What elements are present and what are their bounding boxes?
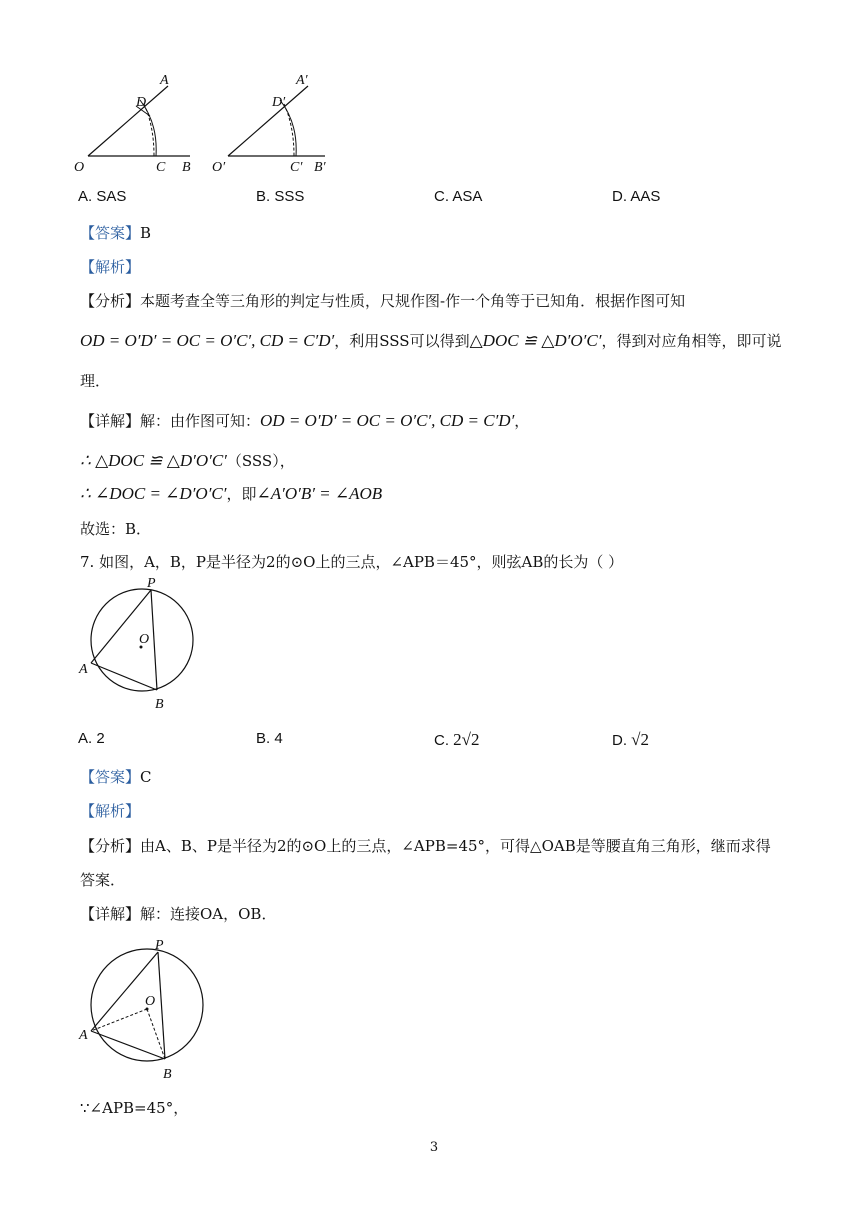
q6-left-label-O: O [74,160,85,175]
q6-step1: ∴ △DOC ≌ △D′O′C′（SSS）， [80,451,295,470]
q6-option-a: A. SAS [78,188,127,205]
q7-option-a: A. 2 [78,730,105,747]
q7-analysis-line2: 答案． [80,871,126,889]
q6-analysis-tag: 【解析】 [80,258,141,276]
q6-right-label-D: D′ [272,95,286,110]
q7-figure-detail [75,935,215,1085]
q7-analysis-line1: 【分析】由A、B、P是半径为2的⊙O上的三点，∠APB=45°，可得△OAB是等腰直角三角形，继而求得 [80,837,771,855]
q6-option-c: C. ASA [434,188,483,205]
q7-label-B: B [155,697,164,712]
q6-option-d: D. AAS [612,188,661,205]
q6-detail: 【详解】解：由作图可知：OD = O′D′ = OC = O′C′, CD = C′D′， [80,411,530,430]
q7-step1: ∵∠APB=45°， [80,1099,189,1117]
q6-answer: 【答案】B [80,224,152,242]
q6-right-label-B: B′ [314,160,326,175]
q6-analysis-line2: OD = O′D′ = OC = O′C′, CD = C′D′，利用SSS可以得到△DOC ≌ △D′O′C′，得到对应角相等，即可说 [80,331,782,350]
q7-answer: 【答案】C [80,768,152,786]
q7-label-O: O [139,632,150,647]
q6-left-label-D: D [136,95,147,110]
page-number: 3 [429,1140,439,1155]
q7-detail-label-P: P [155,938,164,953]
q6-option-b: B. SSS [256,188,305,205]
q6-analysis-line1: 【分析】本题考查全等三角形的判定与性质，尺规作图-作一个角等于已知角．根据作图可知 [80,292,686,310]
q6-figure-right [210,68,350,178]
q6-right-label-O: O′ [212,160,226,175]
q7-label-P: P [147,576,156,591]
q7-detail-label-B: B [163,1067,172,1082]
q6-right-label-C: C′ [290,160,303,175]
q6-figure-left [70,68,210,178]
q6-step2: ∴ ∠DOC = ∠D′O′C′，即∠A′O′B′ = ∠AOB [80,484,383,503]
q7-label-A: A [79,662,88,677]
q6-left-label-C: C [156,160,166,175]
q7-option-c: C. 2√2 [434,730,480,749]
q6-left-label-A: A [160,73,169,88]
q6-analysis-line3: 理． [80,372,111,390]
q7-option-b: B. 4 [256,730,283,747]
q7-analysis-tag: 【解析】 [80,802,141,820]
q7-detail: 【详解】解：连接OA，OB． [80,905,277,923]
q7-figure [75,575,205,715]
q6-conclusion: 故选：B． [80,520,152,538]
q6-left-label-B: B [182,160,191,175]
q7-detail-label-A: A [79,1028,88,1043]
q7-option-d: D. √2 [612,730,650,749]
q7-detail-label-O: O [145,994,156,1009]
q7-stem: 7. 如图，A，B，P是半径为2的⊙O上的三点，∠APB＝45°，则弦AB的长为（ ） [80,553,624,571]
q6-right-label-A: A′ [296,73,308,88]
